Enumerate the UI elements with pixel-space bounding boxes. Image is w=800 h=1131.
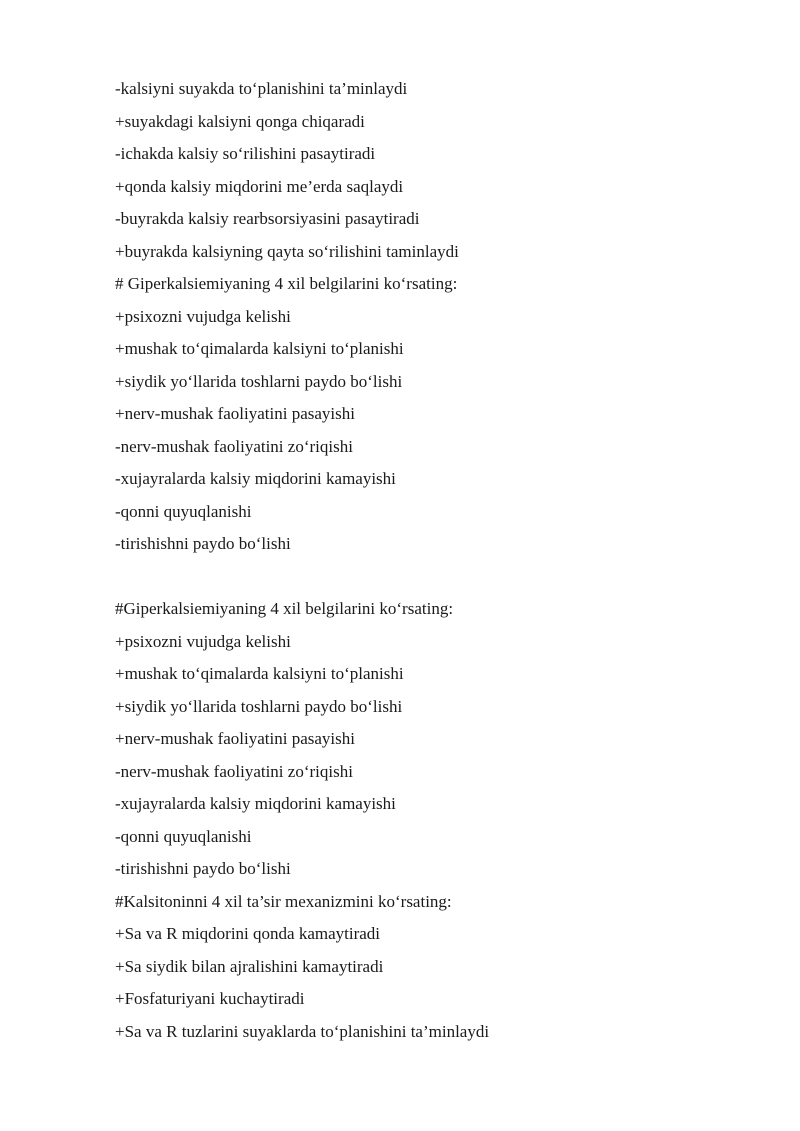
text-line: +psixozni vujudga kelishi: [115, 306, 291, 326]
text-line: -nerv-mushak faoliyatini zo‘riqishi: [115, 761, 353, 781]
text-line: +mushak to‘qimalarda kalsiyni to‘planishi: [115, 339, 404, 358]
text-line: +Sa siydik bilan ajralishini kamaytiradi: [115, 956, 384, 976]
text-line: -qonni quyuqlanishi: [115, 501, 252, 521]
blank-line: [115, 561, 755, 594]
text-line: -nerv-mushak faoliyatini zo‘riqishi: [115, 436, 353, 456]
text-line: -xujayralarda kalsiy miqdorini kamayishi: [115, 794, 396, 813]
question-heading: #Giperkalsiemiyaning 4 xil belgilarini ko‘rsating:: [115, 599, 454, 618]
text-line: +mushak to‘qimalarda kalsiyni to‘planishi: [115, 664, 404, 683]
text-line: -tirishishni paydo bo‘lishi: [115, 534, 291, 553]
question-heading: #Kalsitoninni 4 xil ta’sir mexanizmini ko‘rsating:: [115, 891, 452, 911]
text-line: +Sa va R tuzlarini suyaklarda to‘planishini ta’minlaydi: [115, 1021, 490, 1041]
text-line: +Fosfaturiyani kuchaytiradi: [115, 989, 305, 1008]
text-line: -qonni quyuqlanishi: [115, 826, 252, 846]
text-lines: [115, 73, 755, 1048]
text-line: +siydik yo‘llarida toshlarni paydo bo‘lishi: [115, 371, 403, 391]
text-line: +siydik yo‘llarida toshlarni paydo bo‘lishi: [115, 696, 403, 716]
text-line: +psixozni vujudga kelishi: [115, 631, 291, 651]
text-line: -ichakda kalsiy so‘rilishini pasaytiradi: [115, 144, 376, 163]
text-line: +Sa va R miqdorini qonda kamaytiradi: [115, 924, 381, 943]
text-line: +buyrakda kalsiyning qayta so‘rilishini taminlaydi: [115, 241, 459, 261]
text-line: -kalsiyni suyakda to‘planishini ta’minlaydi: [115, 79, 408, 98]
text-line: +suyakdagi kalsiyni qonga chiqaradi: [115, 111, 365, 131]
text-line: -tirishishni paydo bo‘lishi: [115, 859, 291, 878]
text-line: +qonda kalsiy miqdorini me’erda saqlaydi: [115, 176, 404, 196]
text-line: +nerv-mushak faoliyatini pasayishi: [115, 404, 355, 423]
text-line: -buyrakda kalsiy rearbsorsiyasini pasaytiradi: [115, 209, 420, 228]
question-heading: # Giperkalsiemiyaning 4 xil belgilarini ko‘rsating:: [115, 274, 458, 293]
text-line: -xujayralarda kalsiy miqdorini kamayishi: [115, 469, 396, 488]
text-line: +nerv-mushak faoliyatini pasayishi: [115, 729, 355, 748]
